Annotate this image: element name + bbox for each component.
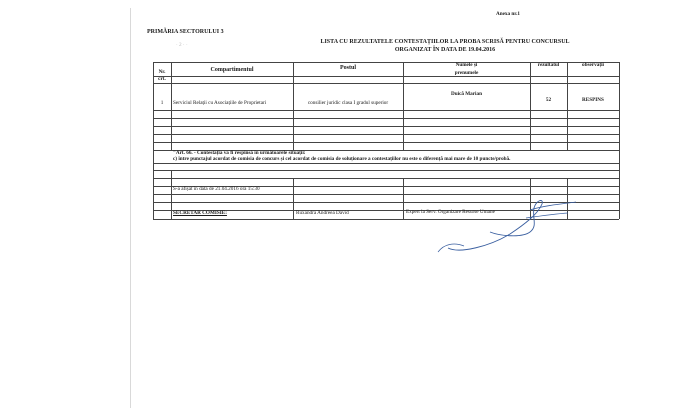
faint-mark: · 2 · ·: [176, 42, 188, 48]
institution-name: PRIMĂRIA SECTORULUI 3: [147, 29, 224, 35]
article-note: "Art. 66. - Contestația va fi respinsă în următoarele situații:: [173, 150, 306, 156]
row-result: 52: [545, 97, 552, 103]
header-nr-crt: crt.: [158, 76, 166, 82]
row-nr: 1: [160, 100, 164, 106]
handwritten-signature: [430, 196, 580, 256]
secretary-position: Expert la Serv. Organizare Resurse Umane: [406, 209, 495, 215]
header-compartment: Compartimentul: [210, 67, 254, 73]
header-nr: Nr.: [158, 69, 166, 75]
secretary-name: Ruxandra Andreea David: [296, 210, 349, 216]
header-observation: observații: [582, 62, 604, 68]
header-result: rezultatul: [537, 62, 560, 68]
header-name-2: prenumele: [454, 70, 479, 76]
row-post: consilier juridic clasa I gradul superior: [307, 100, 389, 106]
posted-date: S-a afișat în data de 21.04.2016 ora 15:30: [173, 186, 260, 192]
condition-note: c) între punctajul acordat de comisia de concurs și cel acordat de comisia de soluționare a contestațiilor nu este o diferență mai mare de 10 puncte/probă.: [173, 156, 511, 162]
row-observation: RESPINS: [582, 97, 604, 103]
secretary-label: SECRETAR COMISIE:: [173, 210, 227, 216]
document-title-line2: ORGANIZAT ÎN DATA DE 19.04.2016: [394, 47, 496, 53]
row-name: Duică Marian: [451, 91, 482, 97]
header-post: Postul: [339, 65, 356, 71]
row-compartment: Serviciul Relații cu Asociațiile de Proprietari: [173, 100, 267, 106]
header-name: Numele și: [455, 62, 478, 68]
annex-label: Anexa nr.1: [496, 11, 521, 17]
document-title-line1: LISTA CU REZULTATELE CONTESTAȚIILOR LA PROBA SCRISĂ PENTRU CONCURSUL: [320, 39, 570, 45]
